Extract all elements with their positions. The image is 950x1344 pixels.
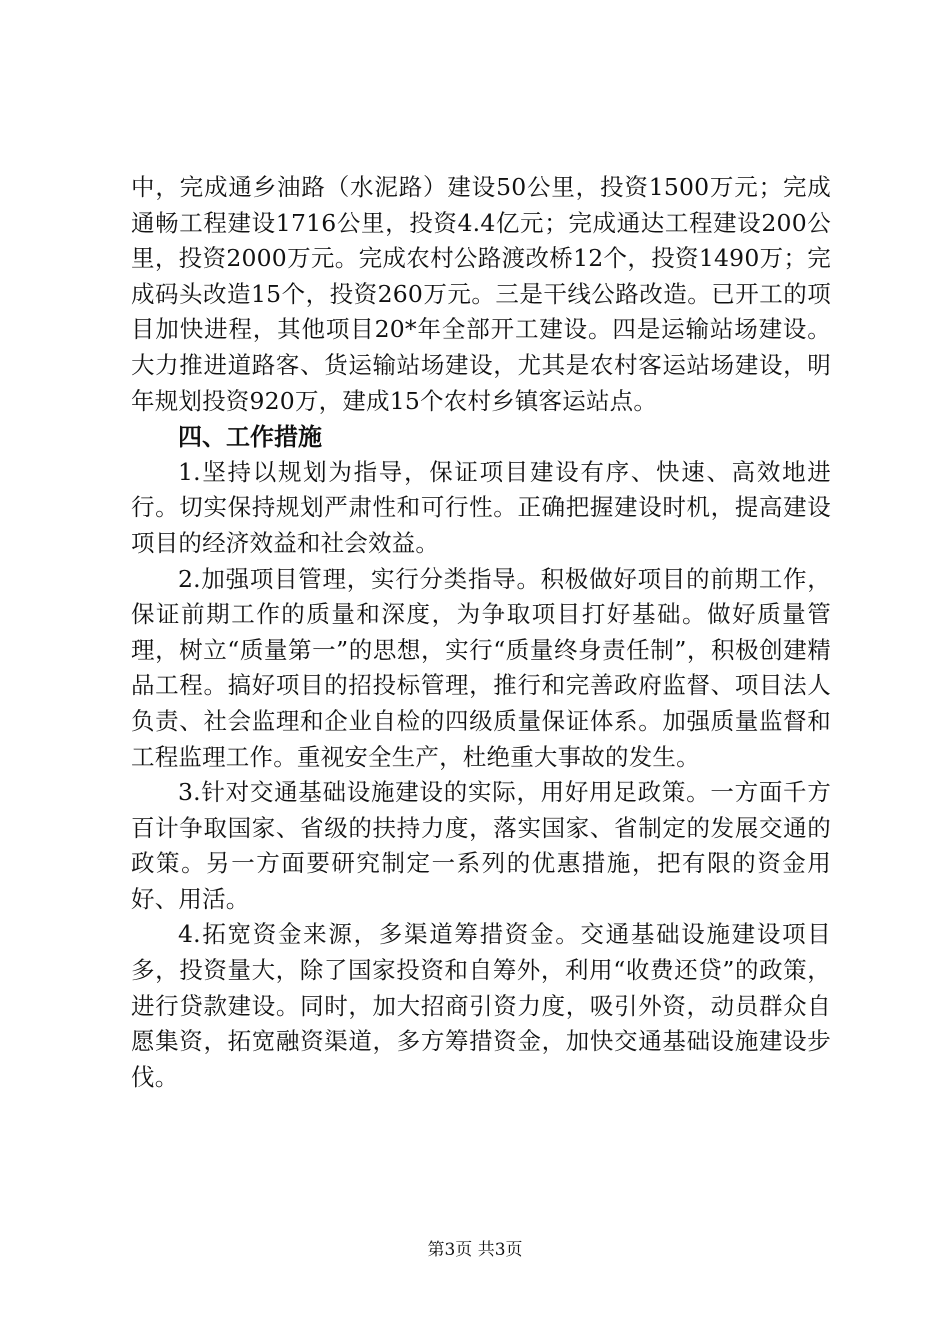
paragraph-continued: 中，完成通乡油路（水泥路）建设50公里，投资1500万元；完成通畅工程建设1716公里，投资4.4亿元；完成通达工程建设200公里，投资2000万元。完成农村公路渡改桥12个，投资1490万；完成码头改造15个，投资260万元。三是干线公路改造。已开工的项目加快进程，其他项目20*年全部开工建设。四是运输站场建设。大力推进道路客、货运输站场建设，尤其是农村客运站场建设，明年规划投资920万，建成15个农村乡镇客运站点。 xyxy=(131,173,831,415)
section-heading: 四、工作措施 xyxy=(178,422,322,452)
document-body xyxy=(131,170,831,1095)
measure-paragraph-4: 4.拓宽资金来源，多渠道筹措资金。交通基础设施建设项目多，投资量大，除了国家投资和自筹外，利用“收费还贷”的政策，进行贷款建设。同时，加大招商引资力度，吸引外资，动员群众自愿集资，拓宽融资渠道，多方筹措资金，加快交通基础设施建设步伐。 xyxy=(131,920,831,1091)
measure-paragraph-1: 1.坚持以规划为指导，保证项目建设有序、快速、高效地进行。切实保持规划严肃性和可行性。正确把握建设时机，提高建设项目的经济效益和社会效益。 xyxy=(131,457,831,557)
measure-paragraph-2: 2.加强项目管理，实行分类指导。积极做好项目的前期工作，保证前期工作的质量和深度，为争取项目打好基础。做好质量管理，树立“质量第一”的思想，实行“质量终身责任制”，积极创建精品工程。搞好项目的招投标管理，推行和完善政府监督、项目法人负责、社会监理和企业自检的四级质量保证体系。加强质量监督和工程监理工作。重视安全生产，杜绝重大事故的发生。 xyxy=(131,564,831,771)
measure-paragraph-3: 3.针对交通基础设施建设的实际，用好用足政策。一方面千方百计争取国家、省级的扶持力度，落实国家、省制定的发展交通的政策。另一方面要研究制定一系列的优惠措施，把有限的资金用好、用活。 xyxy=(131,778,831,913)
page-footer: 第3页 共3页 xyxy=(427,1240,523,1260)
